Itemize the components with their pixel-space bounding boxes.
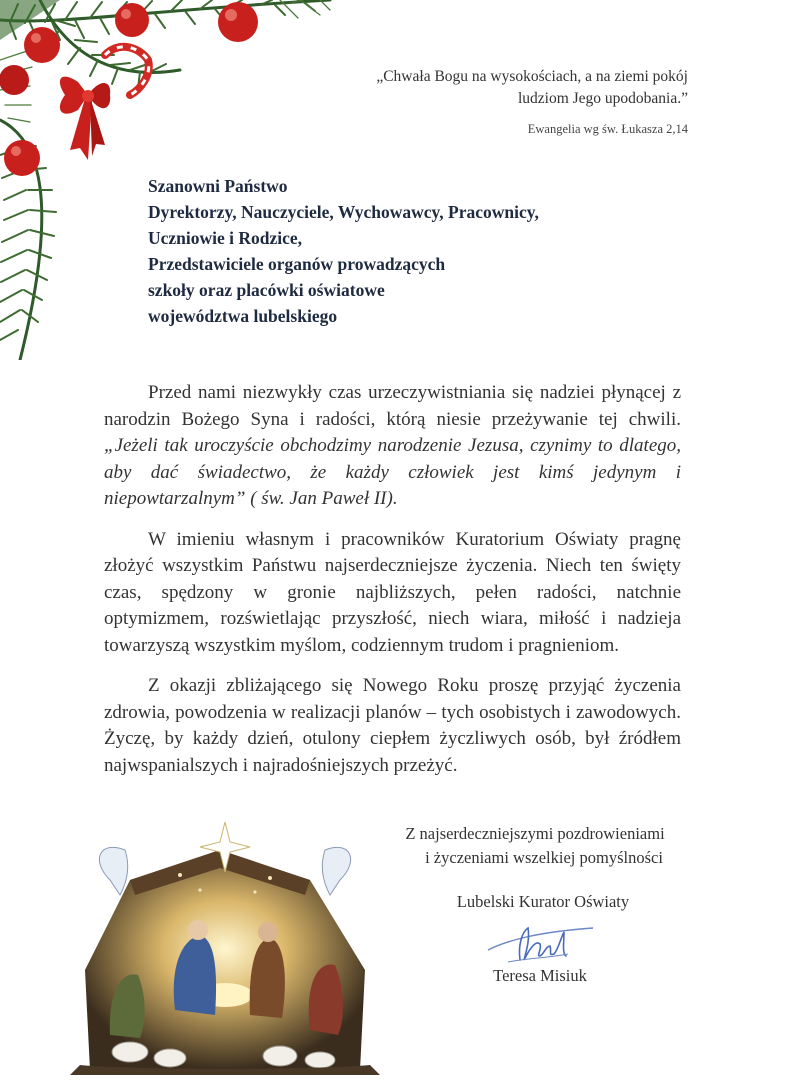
paragraph-1-text: Przed nami niezwykły czas urzeczywistniania się nadziei płynącej z narodzin Bożego Syna i radości, którą niesie przeżywanie tej chwili.: [104, 382, 681, 430]
addressee-line: Przedstawiciele organów prowadzących: [148, 254, 446, 274]
closing-line-2: i życzeniami wszelkiej pomyślności: [425, 848, 663, 867]
paragraph-1: [104, 380, 681, 513]
epigraph-line-2: ludziom Jego upodobania.”: [517, 90, 688, 107]
office-title: Lubelski Kurator Oświaty: [456, 892, 630, 911]
addressee-line: Uczniowie i Rodzice,: [148, 228, 303, 248]
addressee-line: Dyrektorzy, Nauczyciele, Wychowawcy, Pracownicy,: [148, 202, 539, 222]
addressee-line: Szanowni Państwo: [148, 176, 288, 196]
addressee-line: szkoły oraz placówki oświatowe: [148, 280, 385, 300]
epigraph: [268, 66, 688, 140]
letter-body: [104, 380, 681, 793]
addressee-line: województwa lubelskiego: [148, 306, 338, 326]
paragraph-3: Z okazji zbliżającego się Nowego Roku proszę przyjąć życzenia zdrowia, powodzenia w realizacji planów – tych osobistych i zawodowych. Życzę, by każdy dzień, otulony ciepłem życzliwych osób, był źródłem najwspanialszych i najradośniejszych przeżyć.: [104, 675, 681, 776]
paragraph-2: W imieniu własnym i pracowników Kuratorium Oświaty pragnę złożyć wszystkim Państwu najserdeczniejsze życzenia. Niech ten święty czas, spędzony w gronie najbliższych, pełen radości, natchnie optymizmem, rozświetlając przyszłość, niech wiara, miłość i nadzieja towarzyszą wszystkim myślom, codziennym trudom i pragnieniom.: [104, 528, 681, 656]
closing-line-1: Z najserdeczniejszymi pozdrowieniami: [405, 824, 665, 843]
john-paul-ii-quote: „Jeżeli tak uroczyście obchodzimy narodzenie Jezusa, czynimy to dlatego, aby dać świadectwo, że każdy człowiek jest kimś jedynym i niepowtarzalnym” ( św. Jan Paweł II).: [104, 435, 681, 509]
nativity-scene-illustration: [70, 820, 380, 1075]
epigraph-line-1: „Chwała Bogu na wysokościach, a na ziemi pokój: [376, 68, 688, 85]
signer-name: Teresa Misiuk: [493, 966, 587, 985]
epigraph-source: Ewangelia wg św. Łukasza 2,14: [527, 122, 688, 136]
closing-greeting: [360, 822, 710, 870]
addressee-block: [148, 173, 708, 329]
handwritten-signature: [478, 910, 598, 970]
